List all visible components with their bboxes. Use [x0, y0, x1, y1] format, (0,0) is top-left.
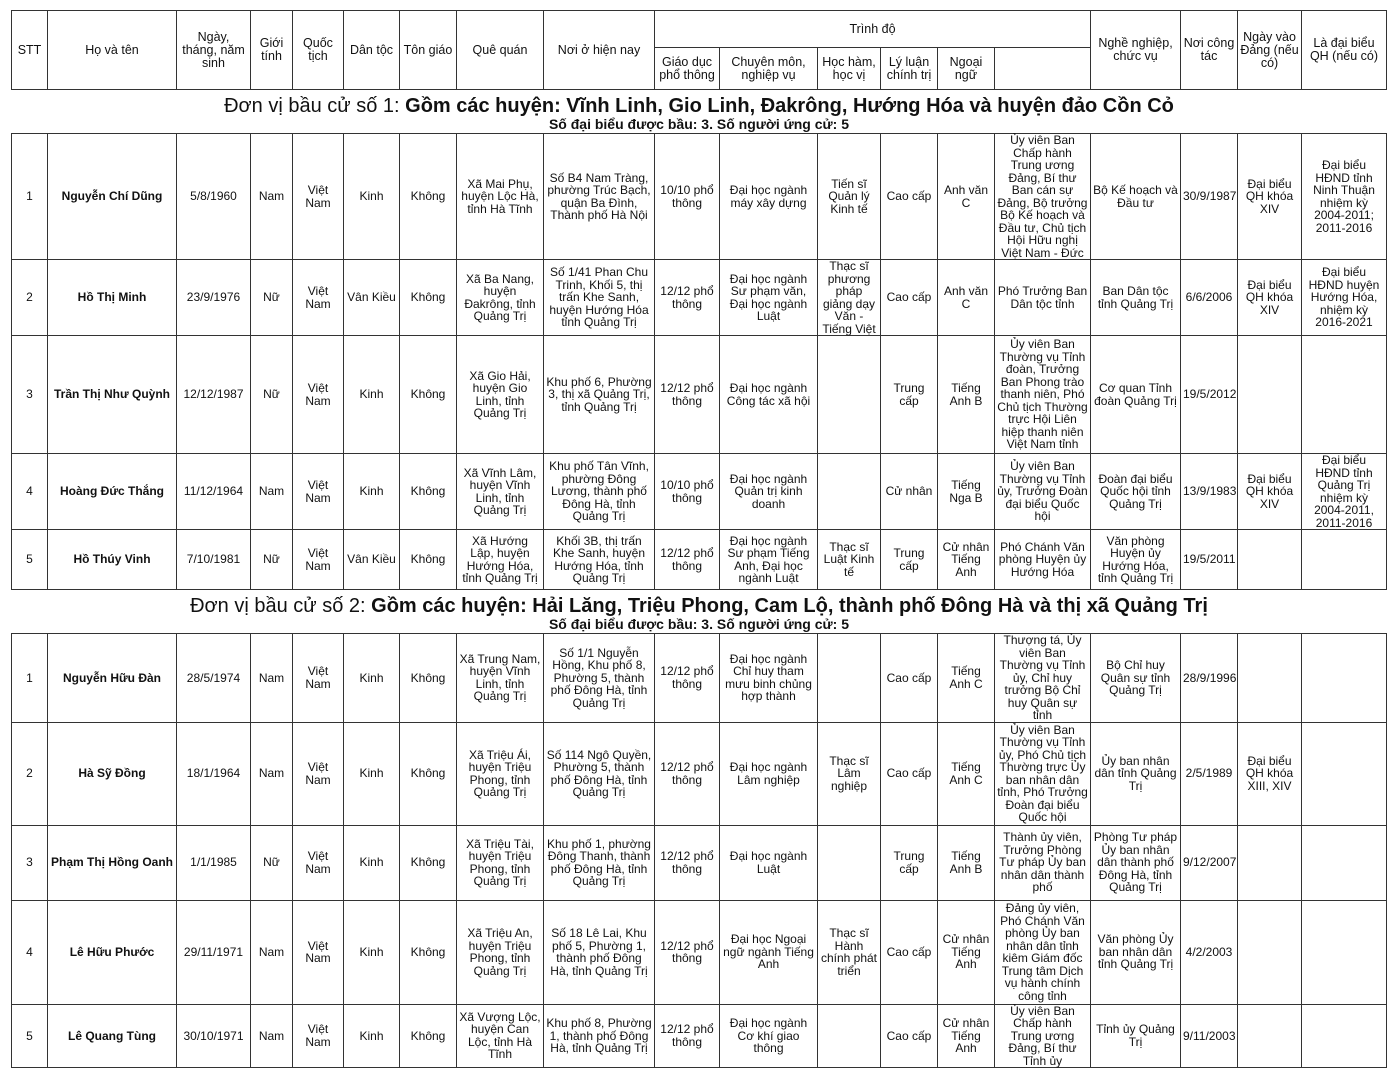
col-name: Họ và tên	[48, 11, 177, 90]
cell-occupation: Đảng ủy viên, Phó Chánh Văn phòng Ủy ban nhân dân tỉnh kiêm Giám đốc Trung tâm Dịch vụ hành chính công tỉnh	[995, 900, 1091, 1004]
cell-council-delegate	[1302, 530, 1387, 590]
cell-nationality: Việt Nam	[293, 260, 344, 336]
col-address: Nơi ở hiện nay	[544, 11, 655, 90]
cell-dob: 29/11/1971	[177, 900, 251, 1004]
cell-political-theory: Trung cấp	[881, 825, 938, 900]
col-general-education: Giáo dục phổ thông	[655, 48, 720, 90]
cell-religion: Không	[400, 336, 457, 454]
cell-political-theory: Trung cấp	[881, 336, 938, 454]
cell-stt: 4	[12, 900, 48, 1004]
cell-ethnicity: Kinh	[344, 1004, 400, 1068]
section-title	[14, 95, 1385, 117]
cell-name: Nguyễn Chí Dũng	[48, 134, 177, 260]
cell-council-delegate	[1302, 825, 1387, 900]
cell-workplace: Bộ Chỉ huy Quân sự tỉnh Quảng Trị	[1091, 634, 1181, 723]
cell-foreign-language: Cử nhân Tiếng Anh	[938, 1004, 995, 1068]
col-stt: STT	[12, 11, 48, 90]
cell-name: Lê Hữu Phước	[48, 900, 177, 1004]
cell-stt: 5	[12, 1004, 48, 1068]
cell-name: Nguyễn Hữu Đàn	[48, 634, 177, 723]
cell-occupation: Ủy viên Ban Chấp hành Trung ương Đảng, Bí thư Tỉnh ủy	[995, 1004, 1091, 1068]
cell-stt: 5	[12, 530, 48, 590]
cell-na-delegate	[1238, 900, 1302, 1004]
cell-na-delegate	[1238, 825, 1302, 900]
cell-stt: 2	[12, 260, 48, 336]
cell-na-delegate	[1238, 1004, 1302, 1068]
cell-name: Hà Sỹ Đồng	[48, 722, 177, 825]
col-workplace: Nơi công tác	[1181, 11, 1238, 90]
section-title-prefix: Đơn vị bầu cử số 1:	[224, 94, 406, 117]
cell-political-theory: Cao cấp	[881, 722, 938, 825]
cell-political-theory: Cao cấp	[881, 634, 938, 723]
cell-specialty: Đại học ngành Chỉ huy tham mưu binh chủng hợp thành	[720, 634, 818, 723]
cell-dob: 18/1/1964	[177, 722, 251, 825]
cell-party-date: 9/11/2003	[1181, 1004, 1238, 1068]
cell-nationality: Việt Nam	[293, 634, 344, 723]
cell-party-date: 9/12/2007	[1181, 825, 1238, 900]
cell-party-date: 13/9/1983	[1181, 454, 1238, 530]
cell-dob: 23/9/1976	[177, 260, 251, 336]
cell-general-education: 12/12 phổ thông	[655, 722, 720, 825]
cell-sex: Nam	[251, 1004, 293, 1068]
cell-address: Khu phố 6, Phường 3, thị xã Quảng Trị, tỉnh Quảng Trị	[544, 336, 655, 454]
cell-sex: Nam	[251, 722, 293, 825]
cell-foreign-language: Anh văn C	[938, 134, 995, 260]
cell-hometown: Xã Vĩnh Lâm, huyện Vĩnh Linh, tỉnh Quảng Trị	[457, 454, 544, 530]
cell-nationality: Việt Nam	[293, 722, 344, 825]
cell-specialty: Đại học ngành Luật	[720, 825, 818, 900]
cell-name: Phạm Thị Hồng Oanh	[48, 825, 177, 900]
cell-dob: 1/1/1985	[177, 825, 251, 900]
cell-nationality: Việt Nam	[293, 530, 344, 590]
cell-ethnicity: Vân Kiều	[344, 530, 400, 590]
cell-workplace: Đoàn đại biểu Quốc hội tỉnh Quảng Trị	[1091, 454, 1181, 530]
cell-hometown: Xã Hướng Lập, huyện Hướng Hóa, tỉnh Quảng Trị	[457, 530, 544, 590]
cell-general-education: 12/12 phổ thông	[655, 260, 720, 336]
cell-specialty: Đại học ngành Cơ khí giao thông	[720, 1004, 818, 1068]
cell-workplace: Tỉnh ủy Quảng Trị	[1091, 1004, 1181, 1068]
cell-stt: 3	[12, 825, 48, 900]
cell-occupation: Thành ủy viên, Trưởng Phòng Tư pháp Ủy ban nhân dân thành phố	[995, 825, 1091, 900]
cell-academic-degree	[818, 454, 881, 530]
cell-stt: 1	[12, 634, 48, 723]
cell-na-delegate: Đại biểu QH khóa XIII, XIV	[1238, 722, 1302, 825]
cell-occupation: Phó Trưởng Ban Dân tộc tỉnh	[995, 260, 1091, 336]
table-row	[12, 454, 1387, 530]
cell-occupation: Ủy viên Ban Thường vụ Tỉnh ủy, Phó Chủ tịch Thường trực Ủy ban nhân dân tỉnh, Phó Trưởng Đoàn đại biểu Quốc hội	[995, 722, 1091, 825]
cell-ethnicity: Kinh	[344, 336, 400, 454]
col-nationality: Quốc tịch	[293, 11, 344, 90]
cell-nationality: Việt Nam	[293, 454, 344, 530]
cell-address: Số 1/1 Nguyễn Hồng, Khu phố 8, Phường 5, thành phố Đông Hà, tỉnh Quảng Trị	[544, 634, 655, 723]
col-sex: Giới tính	[251, 11, 293, 90]
cell-sex: Nữ	[251, 260, 293, 336]
table-row	[12, 900, 1387, 1004]
cell-political-theory: Trung cấp	[881, 530, 938, 590]
cell-specialty: Đại học ngành Lâm nghiệp	[720, 722, 818, 825]
cell-workplace: Bộ Kế hoạch và Đầu tư	[1091, 134, 1181, 260]
cell-address: Số 114 Ngô Quyền, Phường 5, thành phố Đông Hà, tỉnh Quảng Trị	[544, 722, 655, 825]
cell-ethnicity: Kinh	[344, 134, 400, 260]
section-subtitle: Số đại biểu được bầu: 3. Số người ứng cử: 5	[548, 615, 850, 632]
cell-address: Khu phố Tân Vĩnh, phường Đông Lương, thành phố Đông Hà, tỉnh Quảng Trị	[544, 454, 655, 530]
cell-academic-degree: Thạc sĩ Luật Kinh tế	[818, 530, 881, 590]
cell-address: Số B4 Nam Tràng, phường Trúc Bạch, quận Ba Đình, Thành phố Hà Nội	[544, 134, 655, 260]
section-header	[12, 590, 1387, 634]
cell-general-education: 10/10 phổ thông	[655, 134, 720, 260]
section-header	[12, 90, 1387, 134]
cell-general-education: 12/12 phổ thông	[655, 530, 720, 590]
cell-na-delegate	[1238, 530, 1302, 590]
cell-nationality: Việt Nam	[293, 825, 344, 900]
cell-foreign-language: Anh văn C	[938, 260, 995, 336]
col-occupation: Nghề nghiệp, chức vụ	[1091, 11, 1181, 90]
cell-workplace: Cơ quan Tỉnh đoàn Quảng Trị	[1091, 336, 1181, 454]
col-education-group: Trình độ	[655, 11, 1091, 48]
cell-occupation: Ủy viên Ban Thường vụ Tỉnh ủy, Trưởng Đoàn đại biểu Quốc hội	[995, 454, 1091, 530]
cell-address: Khu phố 8, Phường 1, thành phố Đông Hà, tỉnh Quảng Trị	[544, 1004, 655, 1068]
cell-party-date: 4/2/2003	[1181, 900, 1238, 1004]
cell-ethnicity: Kinh	[344, 825, 400, 900]
cell-workplace: Phòng Tư pháp Ủy ban nhân dân thành phố Đông Hà, tỉnh Quảng Trị	[1091, 825, 1181, 900]
cell-nationality: Việt Nam	[293, 336, 344, 454]
table-header	[12, 11, 1387, 90]
cell-religion: Không	[400, 825, 457, 900]
cell-name: Hoàng Đức Thắng	[48, 454, 177, 530]
cell-dob: 12/12/1987	[177, 336, 251, 454]
section-title	[14, 595, 1385, 617]
cell-council-delegate	[1302, 336, 1387, 454]
cell-political-theory: Cao cấp	[881, 134, 938, 260]
cell-general-education: 10/10 phổ thông	[655, 454, 720, 530]
cell-council-delegate: Đại biểu HĐND huyện Hướng Hóa, nhiệm kỳ 2016-2021	[1302, 260, 1387, 336]
cell-general-education: 12/12 phổ thông	[655, 336, 720, 454]
cell-party-date: 19/5/2012	[1181, 336, 1238, 454]
cell-ethnicity: Kinh	[344, 634, 400, 723]
cell-religion: Không	[400, 1004, 457, 1068]
cell-occupation: Ủy viên Ban Thường vụ Tỉnh đoàn, Trưởng Ban Phong trào thanh niên, Phó Chủ tịch Thường trực Hội Liên hiệp thanh niên Việt Nam tỉnh	[995, 336, 1091, 454]
cell-party-date: 28/9/1996	[1181, 634, 1238, 723]
cell-foreign-language: Tiếng Anh B	[938, 336, 995, 454]
cell-specialty: Đại học ngành Sư phạm văn, Đại học ngành Luật	[720, 260, 818, 336]
cell-foreign-language: Cử nhân Tiếng Anh	[938, 900, 995, 1004]
cell-political-theory: Cao cấp	[881, 1004, 938, 1068]
cell-address: Số 18 Lê Lai, Khu phố 5, Phường 1, thành phố Đông Hà, tỉnh Quảng Trị	[544, 900, 655, 1004]
cell-party-date: 2/5/1989	[1181, 722, 1238, 825]
cell-academic-degree: Thạc sĩ Lâm nghiệp	[818, 722, 881, 825]
cell-nationality: Việt Nam	[293, 134, 344, 260]
section-title-districts: Gồm các huyện: Vĩnh Linh, Gio Linh, Đakrông, Hướng Hóa và huyện đảo Cồn Cỏ	[405, 94, 1174, 117]
cell-address: Số 1/41 Phan Chu Trinh, Khối 5, thị trấn Khe Sanh, huyện Hướng Hóa tỉnh Quảng Trị	[544, 260, 655, 336]
col-foreign-language: Ngoại ngữ	[938, 48, 995, 90]
cell-na-delegate	[1238, 336, 1302, 454]
cell-council-delegate	[1302, 634, 1387, 723]
cell-na-delegate	[1238, 634, 1302, 723]
cell-council-delegate	[1302, 900, 1387, 1004]
cell-specialty: Đại học Ngoại ngữ ngành Tiếng Anh	[720, 900, 818, 1004]
cell-party-date: 19/5/2011	[1181, 530, 1238, 590]
cell-workplace: Văn phòng Ủy ban nhân dân tỉnh Quảng Trị	[1091, 900, 1181, 1004]
cell-religion: Không	[400, 900, 457, 1004]
cell-academic-degree: Thạc sĩ Hành chính phát triển	[818, 900, 881, 1004]
cell-foreign-language: Tiếng Anh B	[938, 825, 995, 900]
cell-stt: 2	[12, 722, 48, 825]
cell-foreign-language: Tiếng Nga B	[938, 454, 995, 530]
cell-hometown: Xã Mai Phụ, huyện Lộc Hà, tỉnh Hà Tĩnh	[457, 134, 544, 260]
cell-academic-degree	[818, 634, 881, 723]
cell-political-theory: Cử nhân	[881, 454, 938, 530]
cell-ethnicity: Kinh	[344, 900, 400, 1004]
cell-dob: 7/10/1981	[177, 530, 251, 590]
cell-name: Hồ Thúy Vinh	[48, 530, 177, 590]
cell-academic-degree	[818, 1004, 881, 1068]
cell-religion: Không	[400, 134, 457, 260]
cell-occupation: Ủy viên Ban Chấp hành Trung ương Đảng, Bí thư Ban cán sự Đảng, Bộ trưởng Bộ Kế hoạch và Đầu tư, Chủ tịch Hội Hữu nghị Việt Nam - Đức	[995, 134, 1091, 260]
candidate-table	[11, 10, 1387, 1068]
cell-religion: Không	[400, 530, 457, 590]
col-academic-degree: Học hàm, học vị	[818, 48, 881, 90]
cell-sex: Nam	[251, 900, 293, 1004]
cell-specialty: Đại học ngành Công tác xã hội	[720, 336, 818, 454]
cell-workplace: Ban Dân tộc tỉnh Quảng Trị	[1091, 260, 1181, 336]
cell-dob: 11/12/1964	[177, 454, 251, 530]
table-row	[12, 530, 1387, 590]
cell-dob: 28/5/1974	[177, 634, 251, 723]
cell-ethnicity: Kinh	[344, 722, 400, 825]
cell-foreign-language: Tiếng Anh C	[938, 634, 995, 723]
cell-hometown: Xã Gio Hải, huyện Gio Linh, tỉnh Quảng Trị	[457, 336, 544, 454]
cell-nationality: Việt Nam	[293, 1004, 344, 1068]
table-row	[12, 825, 1387, 900]
cell-foreign-language: Tiếng Anh C	[938, 722, 995, 825]
cell-council-delegate: Đại biểu HĐND tỉnh Ninh Thuận nhiệm kỳ 2004-2011; 2011-2016	[1302, 134, 1387, 260]
cell-religion: Không	[400, 454, 457, 530]
cell-council-delegate: Đại biểu HĐND tỉnh Quảng Trị nhiệm kỳ 2004-2011, 2011-2016	[1302, 454, 1387, 530]
col-religion: Tôn giáo	[400, 11, 457, 90]
cell-workplace: Ủy ban nhân dân tỉnh Quảng Trị	[1091, 722, 1181, 825]
cell-na-delegate: Đại biểu QH khóa XIV	[1238, 454, 1302, 530]
cell-party-date: 6/6/2006	[1181, 260, 1238, 336]
cell-na-delegate: Đại biểu QH khóa XIV	[1238, 134, 1302, 260]
col-ethnicity: Dân tộc	[344, 11, 400, 90]
cell-general-education: 12/12 phổ thông	[655, 1004, 720, 1068]
cell-stt: 4	[12, 454, 48, 530]
cell-specialty: Đại học ngành máy xây dựng	[720, 134, 818, 260]
col-specialty: Chuyên môn, nghiệp vụ	[720, 48, 818, 90]
col-party-date: Ngày vào Đảng (nếu có)	[1238, 11, 1302, 90]
cell-hometown: Xã Vượng Lộc, huyện Can Lộc, tỉnh Hà Tĩnh	[457, 1004, 544, 1068]
section-subtitle: Số đại biểu được bầu: 3. Số người ứng cử: 5	[548, 115, 850, 132]
cell-hometown: Xã Ba Nang, huyện Đakrông, tỉnh Quảng Trị	[457, 260, 544, 336]
cell-stt: 1	[12, 134, 48, 260]
col-dob: Ngày, tháng, năm sinh	[177, 11, 251, 90]
cell-academic-degree: Thạc sĩ phương pháp giảng dạy Văn - Tiếng Việt	[818, 260, 881, 336]
col-na-delegate: Là đại biểu QH (nếu có)	[1302, 11, 1387, 90]
cell-academic-degree	[818, 336, 881, 454]
cell-specialty: Đại học ngành Sư phạm Tiếng Anh, Đại học ngành Luật	[720, 530, 818, 590]
cell-academic-degree: Tiến sĩ Quản lý Kinh tế	[818, 134, 881, 260]
cell-occupation: Phó Chánh Văn phòng Huyện ủy Hướng Hóa	[995, 530, 1091, 590]
table-row	[12, 336, 1387, 454]
cell-address: Khối 3B, thị trấn Khe Sanh, huyện Hướng Hóa, tỉnh Quảng Trị	[544, 530, 655, 590]
table-row	[12, 634, 1387, 723]
section-title-districts: Gồm các huyện: Hải Lăng, Triệu Phong, Cam Lộ, thành phố Đông Hà và thị xã Quảng Trị	[371, 594, 1208, 617]
cell-council-delegate	[1302, 722, 1387, 825]
cell-sex: Nam	[251, 454, 293, 530]
table-row	[12, 722, 1387, 825]
cell-hometown: Xã Trung Nam, huyện Vĩnh Linh, tỉnh Quảng Trị	[457, 634, 544, 723]
cell-council-delegate	[1302, 1004, 1387, 1068]
cell-party-date: 30/9/1987	[1181, 134, 1238, 260]
cell-sex: Nữ	[251, 825, 293, 900]
cell-political-theory: Cao cấp	[881, 260, 938, 336]
cell-foreign-language: Cử nhân Tiếng Anh	[938, 530, 995, 590]
cell-religion: Không	[400, 722, 457, 825]
cell-name: Trần Thị Như Quỳnh	[48, 336, 177, 454]
cell-general-education: 12/12 phổ thông	[655, 900, 720, 1004]
cell-name: Lê Quang Tùng	[48, 1004, 177, 1068]
cell-political-theory: Cao cấp	[881, 900, 938, 1004]
cell-hometown: Xã Triệu Ái, huyện Triệu Phong, tỉnh Quảng Trị	[457, 722, 544, 825]
col-hometown: Quê quán	[457, 11, 544, 90]
table-body	[12, 90, 1387, 1068]
cell-specialty: Đại học ngành Quản trị kinh doanh	[720, 454, 818, 530]
candidate-list-document	[11, 10, 1387, 1068]
cell-sex: Nữ	[251, 336, 293, 454]
cell-religion: Không	[400, 634, 457, 723]
cell-academic-degree	[818, 825, 881, 900]
cell-sex: Nữ	[251, 530, 293, 590]
table-row	[12, 1004, 1387, 1068]
cell-ethnicity: Kinh	[344, 454, 400, 530]
cell-dob: 5/8/1960	[177, 134, 251, 260]
table-row	[12, 260, 1387, 336]
cell-dob: 30/10/1971	[177, 1004, 251, 1068]
table-row	[12, 134, 1387, 260]
cell-sex: Nam	[251, 634, 293, 723]
cell-general-education: 12/12 phổ thông	[655, 634, 720, 723]
cell-occupation: Thượng tá, Ủy viên Ban Thường vụ Tỉnh ủy, Chỉ huy trưởng Bộ Chỉ huy Quân sự tỉnh	[995, 634, 1091, 723]
cell-stt: 3	[12, 336, 48, 454]
cell-workplace: Văn phòng Huyện ủy Hướng Hóa, tỉnh Quảng Trị	[1091, 530, 1181, 590]
cell-na-delegate: Đại biểu QH khóa XIV	[1238, 260, 1302, 336]
cell-hometown: Xã Triệu An, huyện Triệu Phong, tỉnh Quảng Trị	[457, 900, 544, 1004]
cell-religion: Không	[400, 260, 457, 336]
cell-ethnicity: Vân Kiều	[344, 260, 400, 336]
cell-general-education: 12/12 phổ thông	[655, 825, 720, 900]
cell-name: Hồ Thị Minh	[48, 260, 177, 336]
cell-hometown: Xã Triệu Tài, huyện Triệu Phong, tỉnh Quảng Trị	[457, 825, 544, 900]
col-political-theory: Lý luận chính trị	[881, 48, 938, 90]
cell-sex: Nam	[251, 134, 293, 260]
cell-nationality: Việt Nam	[293, 900, 344, 1004]
cell-address: Khu phố 1, phường Đông Thanh, thành phố Đông Hà, tỉnh Quảng Trị	[544, 825, 655, 900]
section-title-prefix: Đơn vị bầu cử số 2:	[190, 594, 372, 617]
